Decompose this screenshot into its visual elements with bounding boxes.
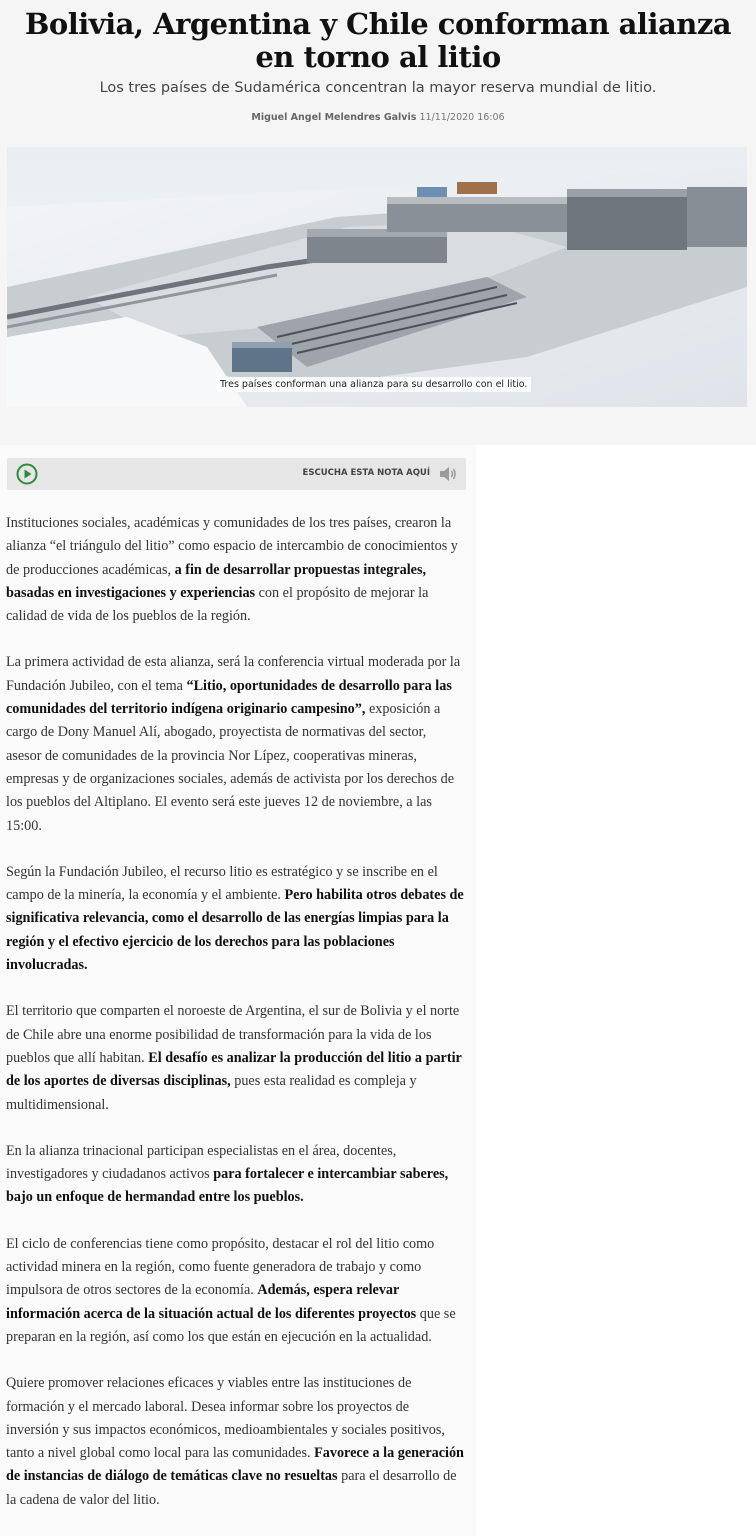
author-link[interactable]: Miguel Angel Melendres Galvis [251, 112, 417, 123]
article-paragraph [6, 651, 464, 837]
paragraph-text: El ciclo de conferencias tiene como propósito, destacar el rol del litio como actividad minera en la región, como fuente generadora de trabajo y como impulsora de otros sectores de la economía. [6, 1235, 435, 1299]
paragraph-text: pues esta realidad es compleja y multidimensional. [6, 1073, 417, 1113]
bold-text: Pero habilita otros debates de significativa relevancia, como el desarrollo de las energías limpias para la región y el efectivo ejercicio de los derechos para las poblaciones involucradas. [6, 887, 464, 974]
hero-image [7, 147, 747, 407]
audio-player[interactable] [7, 458, 466, 490]
article-subtitle: Los tres países de Sudamérica concentran la mayor reserva mundial de litio. [99, 80, 657, 96]
paragraph-text: Según la Fundación Jubileo, el recurso litio es estratégico y se inscribe en el campo de la minería, la economía y el ambiente. [6, 863, 438, 904]
article-title: Bolivia, Argentina y Chile conforman alianza en torno al litio [24, 7, 732, 74]
bold-text: Favorece a la generación de instancias de diálogo de temáticas clave no resueltas [6, 1445, 464, 1485]
article-paragraph [6, 1000, 464, 1116]
paragraph-text: Quiere promover relaciones eficaces y viables entre las instituciones de formación y el mercado laboral. Desea informar sobre los proyectos de inversión y sus impactos económicos, medioambientales y sociales positivos, tanto a nivel global como local para las comunidades. [6, 1375, 445, 1462]
paragraph-text: La primera actividad de esta alianza, será la conferencia virtual moderada por la Fundación Jubileo, con el tema [6, 654, 461, 694]
speaker-icon[interactable] [439, 466, 457, 482]
play-circle-icon[interactable] [16, 463, 38, 485]
image-caption: Tres países conforman una alianza para su desarrollo con el litio. [216, 377, 531, 392]
bold-text: “Litio, oportunidades de desarrollo para las comunidades del territorio indígena originario campesino”, [6, 677, 452, 718]
player-label: ESCUCHA ESTA NOTA AQUÍ [302, 468, 430, 478]
article-body [6, 512, 464, 1535]
lithium-plant-photo [7, 147, 747, 407]
article-byline [0, 112, 756, 123]
paragraph-text: para el desarrollo de la cadena de valor del litio. [6, 1468, 457, 1508]
article-paragraph [6, 861, 464, 977]
bold-text: El desafío es analizar la producción del litio a partir de los aportes de diversas disciplinas, [6, 1049, 462, 1090]
bold-text: para fortalecer e intercambiar saberes, bajo un enfoque de hermandad entre los pueblos. [6, 1166, 449, 1206]
article-paragraph [6, 512, 464, 628]
paragraph-text: exposición a cargo de Dony Manuel Alí, abogado, proyectista de normativas del sector, asesor de comunidades de la provincia Nor Lípez, cooperativas mineras, empresas y de organizaciones sociales, además de activista por los derechos de los pueblos del Altiplano. El evento será este jueves 12 de noviembre, a las 15:00. [6, 701, 455, 834]
sidebar [476, 445, 756, 1536]
paragraph-text: El territorio que comparten el noroeste de Argentina, el sur de Bolivia y el norte de Chile abre una enorme posibilidad de transformación para la vida de los pueblos que allí habitan. [6, 1003, 460, 1066]
bold-text: a fin de desarrollar propuestas integrales, basadas en investigaciones y experiencias [6, 561, 427, 601]
bold-text: Además, espera relevar información acerca de la situación actual de los diferentes proyectos [6, 1282, 417, 1322]
publish-date: 11/11/2020 16:06 [419, 112, 505, 123]
article-paragraph [6, 1233, 464, 1349]
paragraph-text: En la alianza trinacional participan especialistas en el área, docentes, investigadores y ciudadanos activos [6, 1142, 397, 1183]
article-paragraph [6, 1372, 464, 1512]
article-paragraph [6, 1140, 464, 1210]
paragraph-text: con el propósito de mejorar la calidad de vida de los pueblos de la región. [6, 584, 429, 625]
paragraph-text: que se preparan en la región, así como los que están en ejecución en la actualidad. [6, 1305, 456, 1345]
paragraph-text: Instituciones sociales, académicas y comunidades de los tres países, crearon la alianza “el triángulo del litio” como espacio de intercambio de conocimientos y de producciones académicas, [6, 515, 458, 578]
